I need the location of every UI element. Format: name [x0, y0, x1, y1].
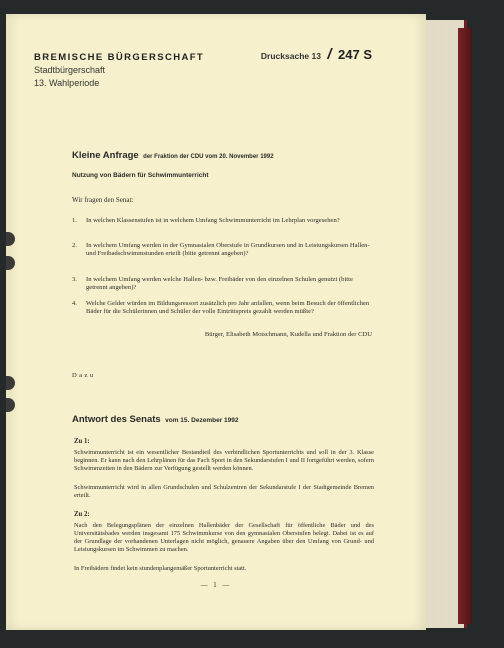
- question-number: 2.: [72, 242, 77, 249]
- punch-hole: [6, 232, 15, 246]
- document-page: [6, 14, 426, 630]
- question-text: Welche Gelder würden im Bildungsressort zusätzlich pro Jahr anfallen, wenn beim Besuch der öffentlichen Bäder für die Schülerinnen und Schüler der volle Eintrittspreis gezahlt werden müßte?: [86, 300, 370, 316]
- answer-section-heading: Zu 1:: [74, 438, 90, 445]
- question-item: [72, 242, 372, 259]
- punch-hole: [6, 256, 15, 270]
- question-item: [72, 300, 372, 317]
- inquiry-intro: Wir fragen den Senat:: [72, 196, 134, 204]
- answer-paragraph: In Freibädern findet kein stundenplangemäßer Sportunterricht statt.: [74, 565, 247, 572]
- dazu-label: Dazu: [72, 372, 96, 379]
- answer-title-main: Antwort des Senats: [72, 414, 161, 425]
- document-number-separator: /: [327, 46, 332, 63]
- document-number-label: Drucksache 13: [260, 51, 321, 61]
- answer-section-heading: Zu 2:: [74, 511, 90, 518]
- answer-paragraph: Schwimmunterricht wird in allen Grundschulen und Schulzentren der Sekundarstufe I der Stadtgemeinde Bremen erteilt.: [74, 484, 374, 500]
- inquiry-title-detail: der Fraktion der CDU vom 20. November 1992: [143, 154, 274, 160]
- question-number: 3.: [72, 276, 77, 283]
- question-number: 1.: [72, 217, 77, 224]
- question-text: In welchem Umfang werden welche Hallen- bzw. Freibäder von den einzelnen Schulen genutzt (bitte getrennt angeben)?: [86, 276, 353, 292]
- inquiry-signatures: Bürger, Elisabeth Motschmann, Kudella und Fraktion der CDU: [204, 331, 372, 338]
- book-cover: [458, 28, 472, 624]
- answer-paragraph: Nach den Belegungsplänen der einzelnen Hallenbäder der Gesellschaft für öffentliche Bäder und des Universitätsbades werden insgesamt 175 Schwimmkurse von den gymnasialen Oberstufen belegt. Dabei ist es auf der Grundlage der vorhandenen Unterlagen nicht möglich, genauere Angaben über den Umfang von Grund- und Leistungskursen im Schwimmen zu machen.: [74, 522, 374, 554]
- question-number: 4.: [72, 300, 77, 307]
- page-number: — 1 —: [200, 582, 232, 589]
- document-number: [261, 46, 372, 64]
- question-item: [72, 276, 372, 293]
- answer-title-detail: vom 15. Dezember 1992: [165, 417, 239, 424]
- punch-hole: [6, 398, 15, 412]
- legislative-period: 13. Wahlperiode: [34, 78, 100, 88]
- punch-hole: [6, 376, 15, 390]
- question-item: [72, 217, 372, 225]
- question-text: In welchem Umfang werden in der Gymnasialen Oberstufe in Grundkursen und in Leistungskursen Hallen- und Freibadschwimmstunden erteilt (bitte getrennt angeben)?: [86, 242, 370, 258]
- chamber-name: Stadtbürgerschaft: [34, 65, 106, 75]
- answer-paragraph: Schwimmunterricht ist ein wesentlicher Bestandteil des verbindlichen Sportunterrichts und soll in der 3. Klasse beginnen. Er kann nach den Lehrplänen für das Fach Sport in den Sekundarstufen I und II fortgeführt werden, sofern Schwimmzeiten in den Bädern zur Verfügung gestellt werden können.: [74, 449, 374, 473]
- inquiry-subject: Nutzung von Bädern für Schwimmunterricht: [72, 172, 209, 179]
- question-text: In welchen Klassenstufen ist in welchem Umfang Schwimmunterricht im Lehrplan vorgesehen?: [86, 217, 340, 224]
- parliament-name: BREMISCHE BÜRGERSCHAFT: [34, 52, 205, 63]
- inquiry-title-main: Kleine Anfrage: [72, 150, 139, 161]
- inquiry-title: [72, 145, 370, 163]
- answer-title: [72, 409, 370, 427]
- document-number-value: 247 S: [338, 47, 372, 62]
